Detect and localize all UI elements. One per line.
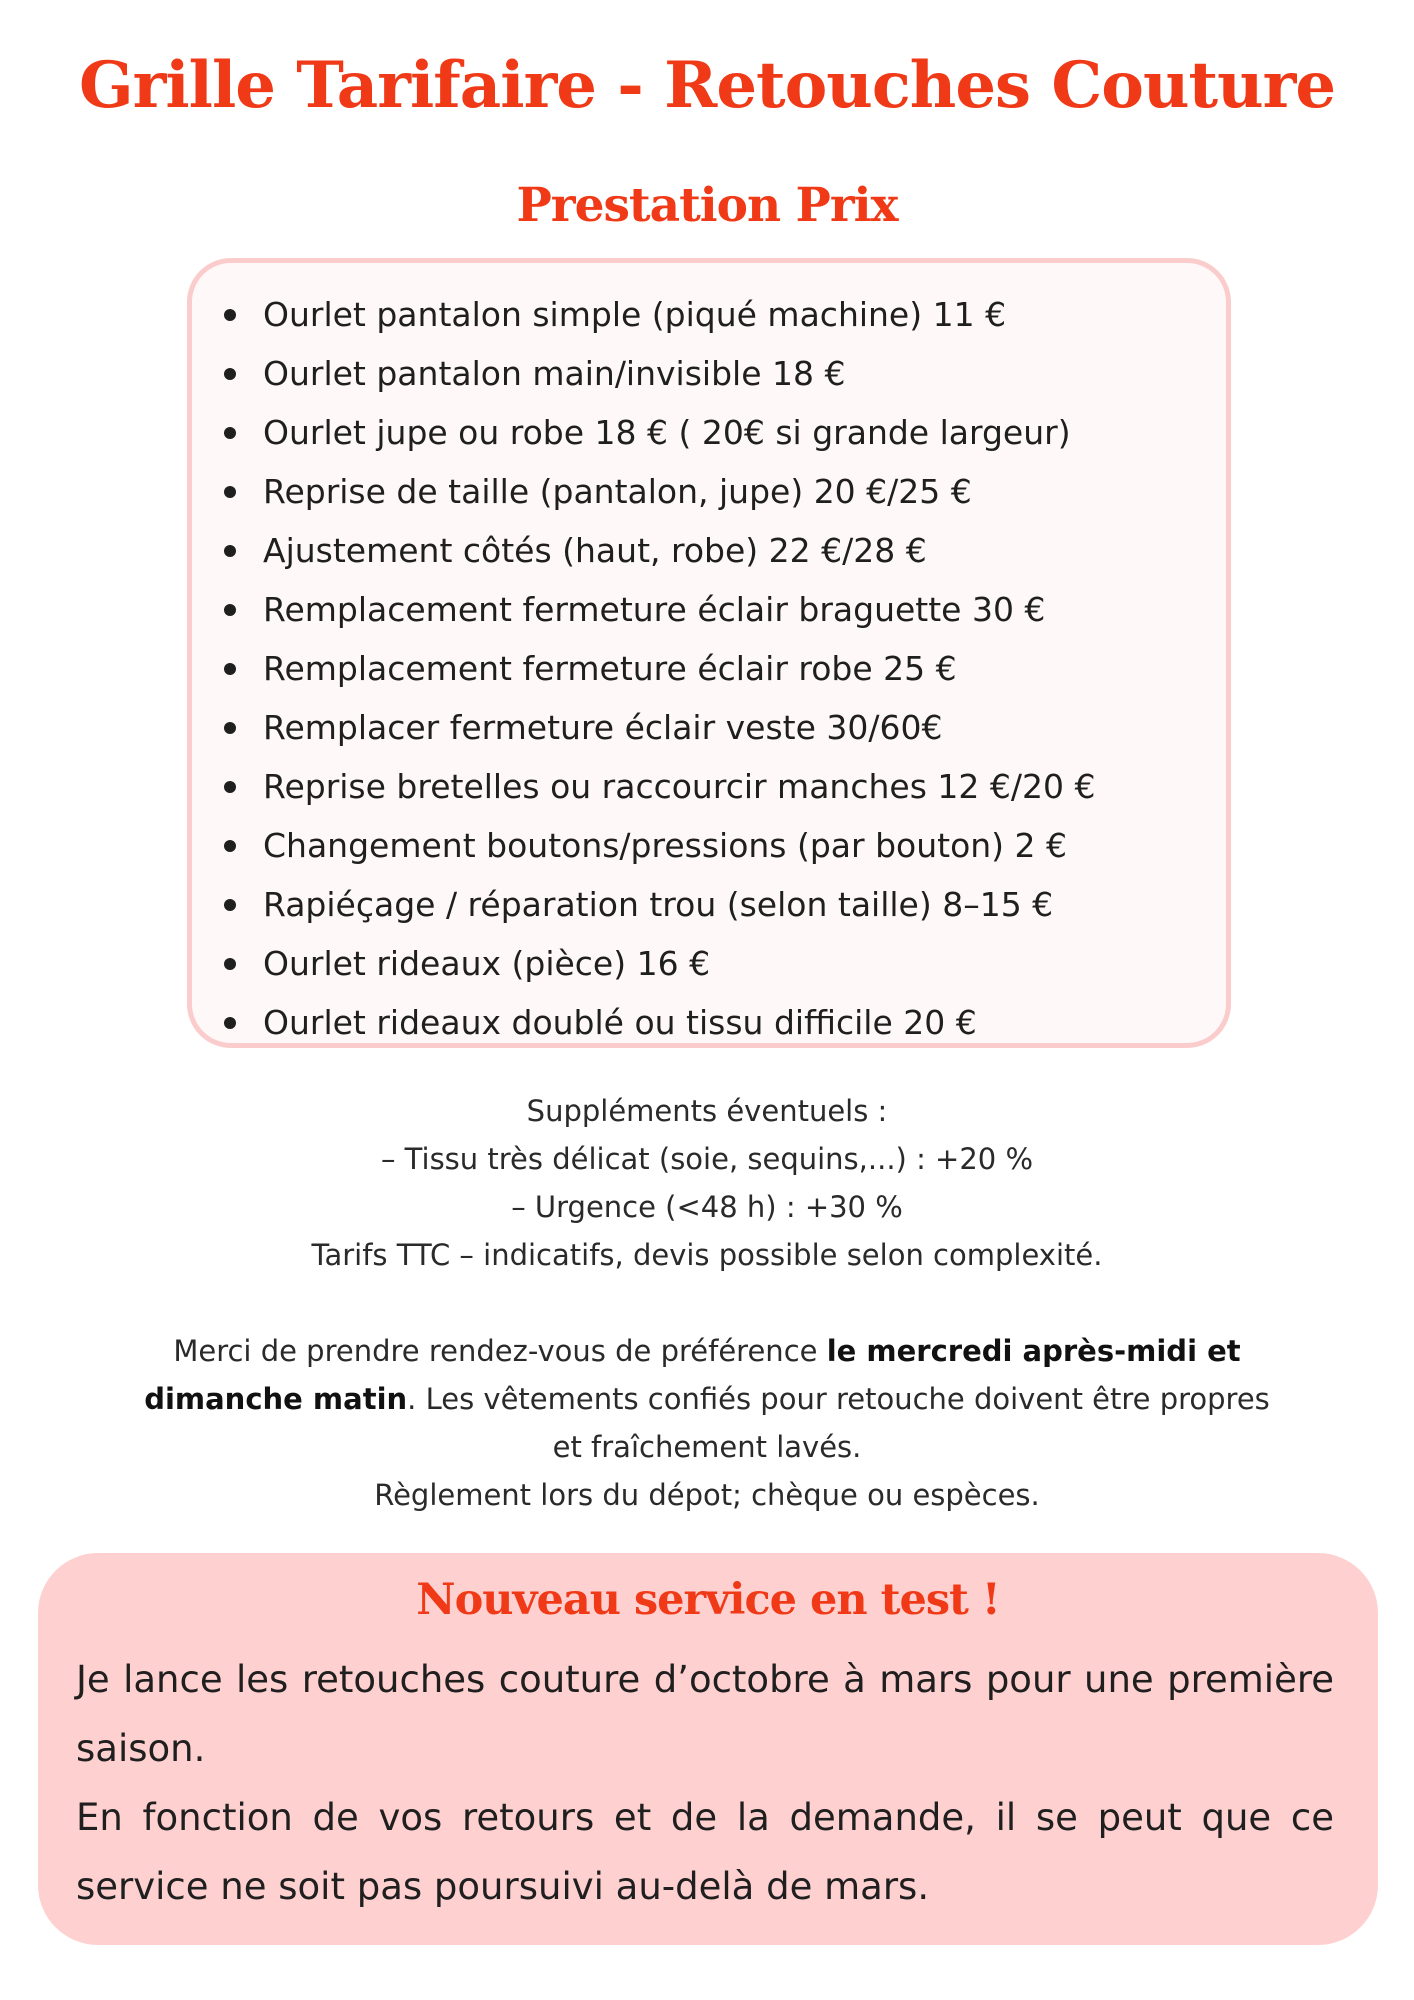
price-item xyxy=(222,698,1095,757)
price-item xyxy=(222,993,1095,1052)
bullet-icon xyxy=(224,309,236,321)
price-item xyxy=(222,934,1095,993)
bullet-icon xyxy=(224,663,236,675)
price-item-text: Rapiéçage / réparation trou (selon taille) 8–15 € xyxy=(263,885,1054,924)
price-item xyxy=(222,639,1095,698)
supplements-section xyxy=(0,1087,1414,1279)
price-item xyxy=(222,462,1095,521)
bullet-icon xyxy=(224,1017,236,1029)
price-item xyxy=(222,816,1095,875)
price-item-text: Ajustement côtés (haut, robe) 22 €/28 € xyxy=(263,531,927,570)
price-item-text: Remplacer fermeture éclair veste 30/60€ xyxy=(263,708,943,747)
test-service-box xyxy=(38,1553,1378,1945)
price-item xyxy=(222,521,1095,580)
bullet-icon xyxy=(224,486,236,498)
price-item xyxy=(222,580,1095,639)
price-item xyxy=(222,875,1095,934)
bullet-icon xyxy=(224,545,236,557)
supplement-line: – Urgence (<48 h) : +30 % xyxy=(511,1190,903,1224)
price-list xyxy=(222,285,1095,1052)
notice-rest: . Les vêtements confiés pour retouche doivent être propres et fraîchement lavés. xyxy=(407,1382,1270,1464)
appointment-notice xyxy=(130,1327,1284,1519)
bullet-icon xyxy=(224,427,236,439)
price-item xyxy=(222,757,1095,816)
price-item xyxy=(222,285,1095,344)
test-service-paragraph: En fonction de vos retours et de la demande, il se peut que ce service ne soit pas poursuivi au-delà de mars. xyxy=(76,1796,1334,1908)
price-item-text: Ourlet jupe ou robe 18 € ( 20€ si grande largeur) xyxy=(263,413,1071,452)
price-item-text: Ourlet rideaux (pièce) 16 € xyxy=(263,944,711,983)
notice-intro: Merci de prendre rendez-vous de préférence xyxy=(173,1334,827,1368)
price-list-box xyxy=(187,258,1231,1048)
price-item-text: Remplacement fermeture éclair braguette 30 € xyxy=(263,590,1046,629)
price-item-text: Remplacement fermeture éclair robe 25 € xyxy=(263,649,957,688)
price-item xyxy=(222,344,1095,403)
test-service-title: Nouveau service en test ! xyxy=(416,1575,1000,1625)
bullet-icon xyxy=(224,840,236,852)
bullet-icon xyxy=(224,368,236,380)
test-service-text xyxy=(76,1645,1334,1921)
price-item-text: Ourlet rideaux doublé ou tissu difficile 20 € xyxy=(263,1003,977,1042)
test-service-paragraph: Je lance les retouches couture d’octobre à mars pour une première saison. xyxy=(76,1658,1334,1770)
bullet-icon xyxy=(224,604,236,616)
price-item-text: Reprise bretelles ou raccourcir manches 12 €/20 € xyxy=(263,767,1096,806)
supplements-heading: Suppléments éventuels : xyxy=(526,1094,888,1128)
price-item-text: Changement boutons/pressions (par bouton) 2 € xyxy=(263,826,1068,865)
bullet-icon xyxy=(224,958,236,970)
price-item-text: Ourlet pantalon main/invisible 18 € xyxy=(263,354,846,393)
price-item-text: Reprise de taille (pantalon, jupe) 20 €/25 € xyxy=(263,472,972,511)
bullet-icon xyxy=(224,722,236,734)
notice-highlight: le mercredi après-midi et dimanche matin xyxy=(144,1334,1241,1416)
bullet-icon xyxy=(224,781,236,793)
page-title: Grille Tarifaire - Retouches Couture xyxy=(78,48,1336,123)
price-item xyxy=(222,403,1095,462)
page-subtitle: Prestation Prix xyxy=(516,178,898,233)
bullet-icon xyxy=(224,899,236,911)
payment-note: Règlement lors du dépot; chèque ou espèces. xyxy=(374,1478,1040,1512)
supplement-line: – Tissu très délicat (soie, sequins,...) : +20 % xyxy=(380,1142,1034,1176)
price-item-text: Ourlet pantalon simple (piqué machine) 11 € xyxy=(263,295,1007,334)
supplements-footnote: Tarifs TTC – indicatifs, devis possible selon complexité. xyxy=(311,1238,1103,1272)
